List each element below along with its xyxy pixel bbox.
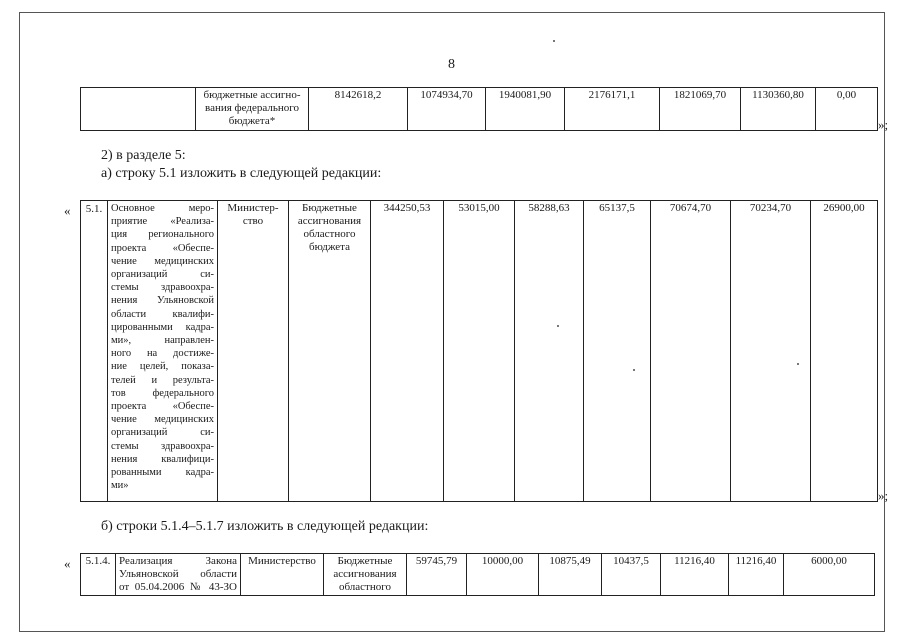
funding-source-cell [324,554,407,596]
scan-speck [553,40,555,42]
opening-quote-mark: « [64,203,71,218]
text-line: организаций си- [111,427,214,439]
scan-speck [633,369,635,371]
text-line: стемы здравоохра- [111,282,214,294]
value-cell: 0,00 [816,88,878,131]
text-line: нения квалифици- [111,453,214,465]
paragraph-row-5-1: а) строку 5.1 изложить в следующей редакции: [101,166,382,181]
paragraph-rows-5-1-4-to-5-1-7: б) строки 5.1.4–5.1.7 изложить в следующей редакции: [101,519,429,534]
closing-quote-mark: »; [878,117,889,132]
value-cell: 1821069,70 [660,88,741,131]
text-line: вания федерального [205,102,299,114]
table-row-5-1 [80,200,878,502]
scan-speck [797,363,799,365]
value-cell: 6000,00 [784,554,875,596]
value-cell: 1074934,70 [408,88,486,131]
text-line: нения Ульяновской [111,295,214,307]
table-row [81,201,878,502]
value-cell: 70234,70 [731,201,811,502]
measure-name-cell [108,201,218,502]
text-line: ного на достиже- [111,348,214,360]
value-cell: 10875,49 [539,554,602,596]
text-line: телей и результа- [111,374,214,386]
text-line: Ульяновской области [119,568,237,580]
text-line: чение медицинских [111,414,214,426]
text-line: области квалифи- [111,308,214,320]
text-line: ми», направлен- [111,335,214,347]
value-cell: 10437,5 [602,554,661,596]
text-line: Министер- [227,202,279,214]
paragraph-section-5: 2) в разделе 5: [101,148,186,163]
text-line: организаций си- [111,269,214,281]
table-row-5-1-4 [80,553,875,596]
text-line: чение медицинских [111,255,214,267]
value-cell: 70674,70 [651,201,731,502]
value-cell: 65137,5 [584,201,651,502]
text-line: бюджета* [228,115,276,127]
text-line: ция регионального [111,229,214,241]
value-cell: 11216,40 [661,554,729,596]
text-line: ассигнования [297,215,362,227]
value-cell-total: 59745,79 [407,554,467,596]
text-line: стемы здравоохра- [111,440,214,452]
table-row [81,554,875,596]
responsible-executor-cell [218,201,289,502]
value-cell-total: 344250,53 [371,201,444,502]
text-line: ассигнования [333,568,397,580]
text-line: рованными кадра- [111,467,214,479]
value-cell: 11216,40 [729,554,784,596]
row-number-cell: 5.1.4. [81,554,116,596]
text-line: Основное меро- [111,203,214,214]
row-number-cell: 5.1. [81,201,108,502]
text-line: ми» [111,480,129,492]
page-number: 8 [448,57,455,72]
text-line: тов федерального [111,387,214,399]
text-line: бюджета [308,241,350,253]
funding-source-cell [289,201,371,502]
empty-cell [81,88,196,131]
responsible-executor-cell: Министерство [241,554,324,596]
text-line: от 05.04.2006 № 43-ЗО [119,581,237,593]
value-cell: 10000,00 [467,554,539,596]
text-line: Реализация Закона [119,555,237,567]
text-line: проекта «Обеспе- [111,401,214,413]
value-cell: 1130360,80 [741,88,816,131]
text-line: областного [303,228,356,240]
value-cell: 26900,00 [811,201,878,502]
table-row [81,88,878,131]
value-cell: 53015,00 [444,201,515,502]
value-cell: 2176171,1 [565,88,660,131]
closing-quote-mark: »; [878,488,889,503]
opening-quote-mark: « [64,556,71,571]
measure-name-cell [116,554,241,596]
text-line: проекта «Обеспе- [111,242,214,254]
text-line: Бюджетные [337,555,393,567]
text-line: ние целей, показа- [111,361,214,373]
value-cell: 58288,63 [515,201,584,502]
text-line: ство [242,215,264,227]
text-line: областного [338,581,391,593]
funding-source-cell [196,88,309,131]
text-line: цированными кадра- [111,321,214,333]
scan-speck [557,325,559,327]
text-line: приятие «Реализа- [111,216,214,228]
value-cell-total: 8142618,2 [309,88,408,131]
text-line: Бюджетные [302,202,357,214]
table-federal-budget-row [80,87,878,131]
value-cell: 1940081,90 [486,88,565,131]
text-line: бюджетные ассигно- [203,89,301,101]
